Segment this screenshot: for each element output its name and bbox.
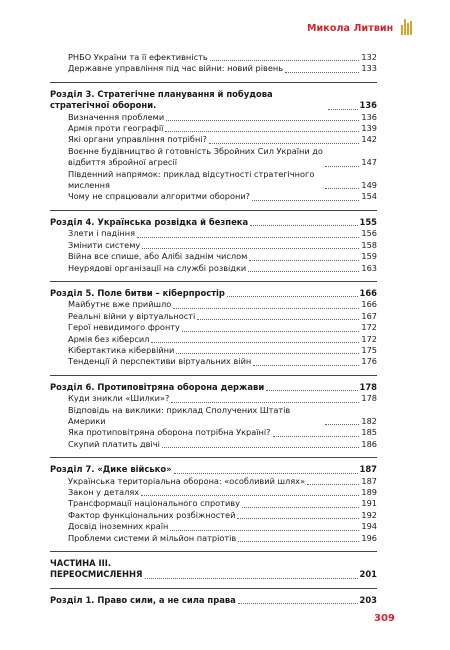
dot-leader (166, 119, 359, 121)
toc-entry-title: Державне управління під час війни: новий рівень (68, 63, 284, 74)
toc-entry-page: 175 (361, 344, 377, 355)
dot-leader (227, 295, 358, 297)
toc-part-title (50, 569, 377, 580)
toc-section-heading-title: Розділ 5. Поле битви – кіберпростір (50, 287, 225, 298)
toc-entry-page: 186 (361, 438, 377, 449)
toc-entry-title: Закон у деталях (68, 487, 140, 497)
toc-entry (50, 299, 377, 310)
toc-section-heading-title: Розділ 1. Право сили, а не сила права (50, 594, 236, 605)
dot-leader (328, 108, 358, 110)
toc-entry-page: 196 (361, 532, 377, 543)
toc-entry-page: 189 (361, 487, 377, 497)
toc-section-heading-title: Розділ 7. «Дике військо» (50, 464, 172, 475)
toc-part-label: ЧАСТИНА III. (50, 558, 112, 569)
toc-entry-page: 194 (361, 521, 377, 532)
toc-entry-page: 192 (361, 509, 377, 520)
toc-entry-page: 147 (361, 157, 377, 168)
toc-section-heading-page: 136 (359, 100, 377, 111)
dot-leader (170, 529, 359, 531)
dot-leader (307, 483, 359, 485)
toc-entry (50, 498, 377, 509)
toc-entry-page: 139 (361, 123, 377, 134)
toc-section-heading (50, 464, 377, 475)
toc-entry (50, 169, 377, 192)
toc-entry (50, 345, 377, 356)
toc-entry (50, 356, 377, 367)
toc-section-heading-title: Розділ 4. Українська розвідка й безпека (50, 216, 249, 227)
toc-entry-title: Змінити систему (68, 239, 141, 250)
dot-leader (253, 364, 359, 366)
toc-entry (50, 334, 377, 345)
dot-leader (238, 540, 359, 542)
dot-leader (165, 130, 359, 132)
toc-entry-page: 159 (361, 251, 377, 262)
section-divider (50, 210, 377, 211)
toc-entry-page: 158 (361, 239, 377, 250)
section-divider (50, 588, 377, 589)
dot-leader (141, 494, 359, 496)
toc-entry-title: Визначення проблеми (68, 111, 165, 122)
toc-entry-page: 172 (361, 322, 377, 333)
toc-entry-page: 187 (361, 475, 377, 486)
toc-entry-title: Реальні війни у віртуальності (68, 310, 196, 321)
dot-leader (145, 577, 358, 579)
toc-entry-title: Трансформації національного спротиву (68, 498, 240, 509)
toc-entry-page: 142 (361, 134, 377, 145)
toc-section-heading-page: 187 (359, 464, 377, 475)
toc-entry-title: Воєнне будівництво й готовність Збройних Сил України до відбиття збройної агресії (68, 145, 323, 168)
toc-entry-title: Неурядові організації на службі розвідки (68, 262, 247, 273)
publisher-logo-icon (401, 19, 413, 35)
toc-section-heading (50, 288, 377, 299)
toc-entry (50, 52, 377, 63)
toc-entry-page: 185 (361, 427, 377, 438)
toc-entry (50, 311, 377, 322)
toc-entry-title: Фактор функціональних розбіжностей (68, 509, 236, 520)
toc-part-heading (50, 558, 377, 569)
dot-leader (252, 199, 359, 201)
toc-entry-title: Герої невидимого фронту (68, 322, 180, 333)
toc-entry-title: Злети і падіння (68, 228, 136, 239)
toc-section-heading-page: 155 (359, 216, 377, 227)
toc-entry (50, 134, 377, 145)
toc-entry-page: 191 (361, 498, 377, 509)
table-of-contents (50, 52, 377, 606)
toc-section-heading (50, 89, 377, 112)
toc-entry (50, 427, 377, 438)
toc-entry-title: Армія без кіберсил (68, 333, 150, 344)
dot-leader (171, 401, 359, 403)
toc-section-heading-title: Розділ 3. Стратегічне планування й побудова стратегічної оборони. (50, 88, 273, 111)
running-header-author: Микола Литвин (307, 23, 394, 34)
section-divider (50, 82, 377, 83)
toc-entry-title: Які органи управління потрібні? (68, 134, 207, 145)
toc-entry-title: Куди зникли «Шилки»? (68, 393, 170, 404)
toc-part-title-title: ПЕРЕОСМИСЛЕННЯ (50, 569, 143, 580)
toc-entry (50, 251, 377, 262)
dot-leader (174, 472, 358, 474)
toc-entry (50, 510, 377, 521)
toc-entry (50, 123, 377, 134)
toc-entry-page: 149 (361, 180, 377, 191)
toc-entry-title: Війна все спише, або Алібі заднім числом (68, 251, 248, 262)
dot-leader (176, 352, 359, 354)
dot-leader (237, 517, 359, 519)
toc-entry-page: 172 (361, 333, 377, 344)
toc-entry (50, 191, 377, 202)
toc-entry (50, 112, 377, 123)
toc-entry-title: Тенденції й перспективи віртуальних війн (68, 356, 252, 367)
toc-entry-page: 176 (361, 356, 377, 367)
toc-entry-page: 166 (361, 299, 377, 310)
toc-entry (50, 240, 377, 251)
dot-leader (242, 506, 359, 508)
toc-entry-page: 182 (361, 415, 377, 426)
toc-entry (50, 263, 377, 274)
toc-entry (50, 63, 377, 74)
toc-entry (50, 405, 377, 428)
dot-leader (325, 423, 359, 425)
toc-section-heading (50, 595, 377, 606)
toc-section-heading (50, 217, 377, 228)
toc-entry-title: Армія проти географії (68, 123, 164, 134)
toc-part-title-page: 201 (359, 569, 377, 580)
section-divider (50, 375, 377, 376)
dot-leader (273, 435, 360, 437)
dot-leader (162, 446, 359, 448)
toc-entry-title: Кібертактика кібервійни (68, 344, 175, 355)
dot-leader (197, 318, 359, 320)
dot-leader (249, 259, 359, 261)
page-number: 309 (374, 613, 395, 624)
dot-leader (182, 330, 359, 332)
toc-entry-page: 133 (361, 63, 377, 74)
toc-entry-title: Проблеми системи й мільйон патріотів (68, 532, 237, 543)
toc-section-heading-page: 203 (359, 594, 377, 605)
dot-leader (266, 389, 357, 391)
toc-entry (50, 322, 377, 333)
toc-entry-page: 163 (361, 262, 377, 273)
toc-section-heading (50, 382, 377, 393)
toc-entry-title: Досвід іноземних країн (68, 521, 169, 532)
dot-leader (142, 247, 359, 249)
toc-entry-title: Яка протиповітряна оборона потрібна Україні? (68, 427, 271, 438)
section-divider (50, 457, 377, 458)
toc-entry-title: Українська територіальна оборона: «особливий шлях» (68, 475, 306, 486)
toc-entry (50, 476, 377, 487)
toc-section-heading-page: 166 (359, 287, 377, 298)
toc-entry-page: 154 (361, 191, 377, 202)
dot-leader (209, 142, 359, 144)
dot-leader (248, 270, 359, 272)
toc-entry-page: 156 (361, 228, 377, 239)
dot-leader (250, 224, 357, 226)
toc-entry-title: Чому не спрацювали алгоритми оборони? (68, 191, 251, 202)
toc-entry (50, 228, 377, 239)
toc-entry-title: Відповідь на виклики: приклад Сполучених Штатів Америки (68, 404, 291, 426)
dot-leader (238, 602, 358, 604)
toc-entry-page: 132 (361, 52, 377, 62)
dot-leader (285, 71, 359, 73)
dot-leader (325, 187, 359, 189)
toc-entry-title: Майбутнє вже прийшло (68, 299, 172, 310)
toc-section-heading-title: Розділ 6. Протиповітряна оборона держави (50, 381, 265, 392)
dot-leader (173, 307, 359, 309)
toc-entry (50, 521, 377, 532)
toc-entry (50, 439, 377, 450)
toc-entry (50, 487, 377, 498)
toc-entry (50, 393, 377, 404)
dot-leader (210, 59, 360, 61)
toc-entry-page: 178 (361, 393, 377, 404)
toc-entry (50, 146, 377, 169)
dot-leader (151, 341, 359, 343)
toc-entry (50, 533, 377, 544)
section-divider (50, 551, 377, 552)
toc-section-heading-page: 178 (359, 381, 377, 392)
dot-leader (137, 236, 359, 238)
toc-entry-title: Південний напрямок: приклад відсутності стратегічного мислення (68, 168, 315, 191)
dot-leader (325, 165, 359, 167)
section-divider (50, 281, 377, 282)
toc-entry-title: РНБО України та її ефективність (68, 52, 208, 62)
toc-entry-page: 167 (361, 310, 377, 321)
toc-entry-page: 136 (361, 111, 377, 122)
toc-entry-title: Скупий платить двічі (68, 438, 160, 449)
